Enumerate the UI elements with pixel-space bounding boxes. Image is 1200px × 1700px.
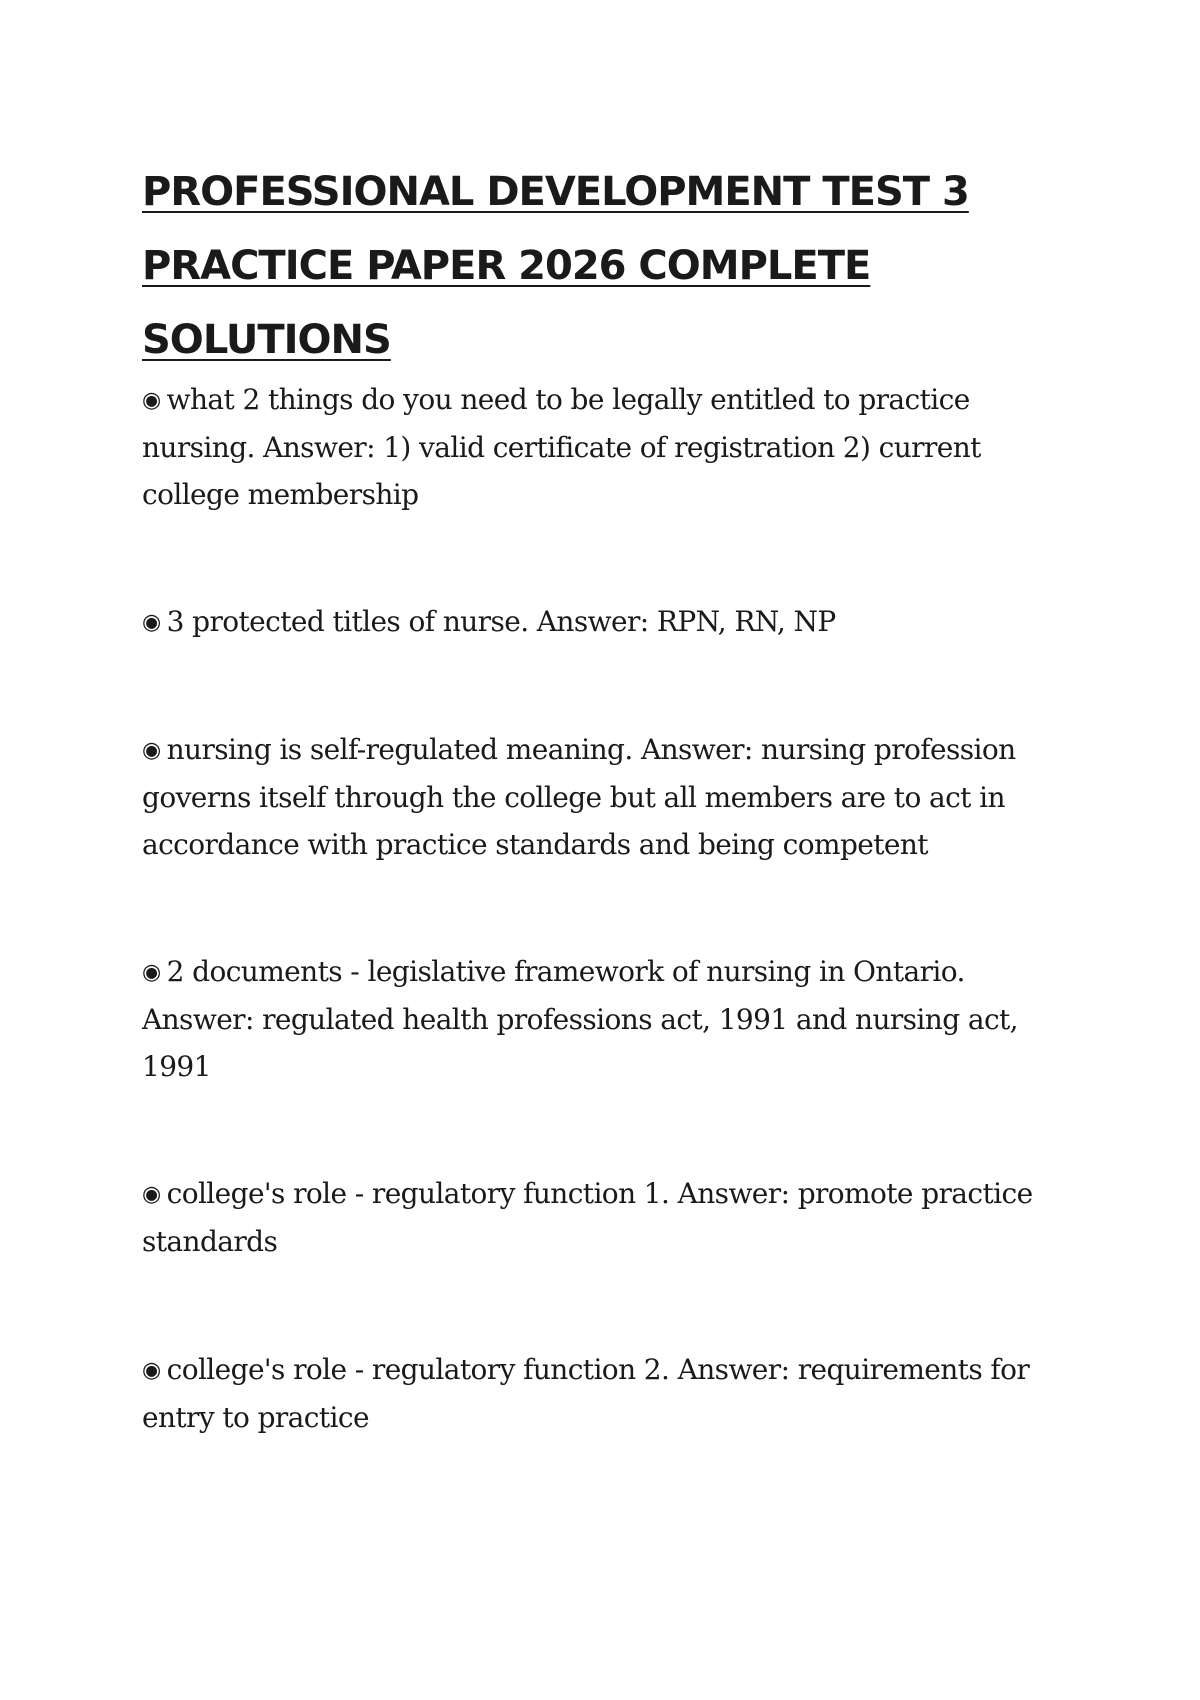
list-item: [142, 1346, 1042, 1441]
item-text: 3 protected titles of nurse. Answer: RPN, RN, NP: [166, 605, 836, 638]
list-item: [142, 376, 1042, 518]
item-text: college's role - regulatory function 1. Answer: promote practice standards: [142, 1177, 1033, 1258]
bullet-icon: ◉: [142, 610, 161, 635]
item-text: college's role - regulatory function 2. Answer: requirements for entry to practice: [142, 1353, 1030, 1434]
page-title: [142, 155, 1102, 377]
list-item: [142, 726, 1042, 868]
title-line-2: PRACTICE PAPER 2026 COMPLETE SOLUTIONS: [142, 243, 871, 363]
bullet-icon: ◉: [142, 738, 161, 763]
item-text: nursing is self-regulated meaning. Answer: nursing profession governs itself through the college but all members are to act in accordance with practice standards and being competent: [142, 733, 1016, 861]
item-text: 2 documents - legislative framework of nursing in Ontario. Answer: regulated health professions act, 1991 and nursing act, 1991: [142, 955, 1018, 1083]
bullet-icon: ◉: [142, 1182, 161, 1207]
list-item: [142, 1170, 1042, 1265]
bullet-icon: ◉: [142, 388, 161, 413]
bullet-icon: ◉: [142, 1358, 161, 1383]
bullet-icon: ◉: [142, 960, 161, 985]
item-text: what 2 things do you need to be legally entitled to practice nursing. Answer: 1) valid certificate of registration 2) current college membership: [142, 383, 981, 511]
title-line-1: PROFESSIONAL DEVELOPMENT TEST 3: [142, 169, 969, 215]
list-item: [142, 948, 1042, 1090]
list-item: [142, 598, 836, 646]
